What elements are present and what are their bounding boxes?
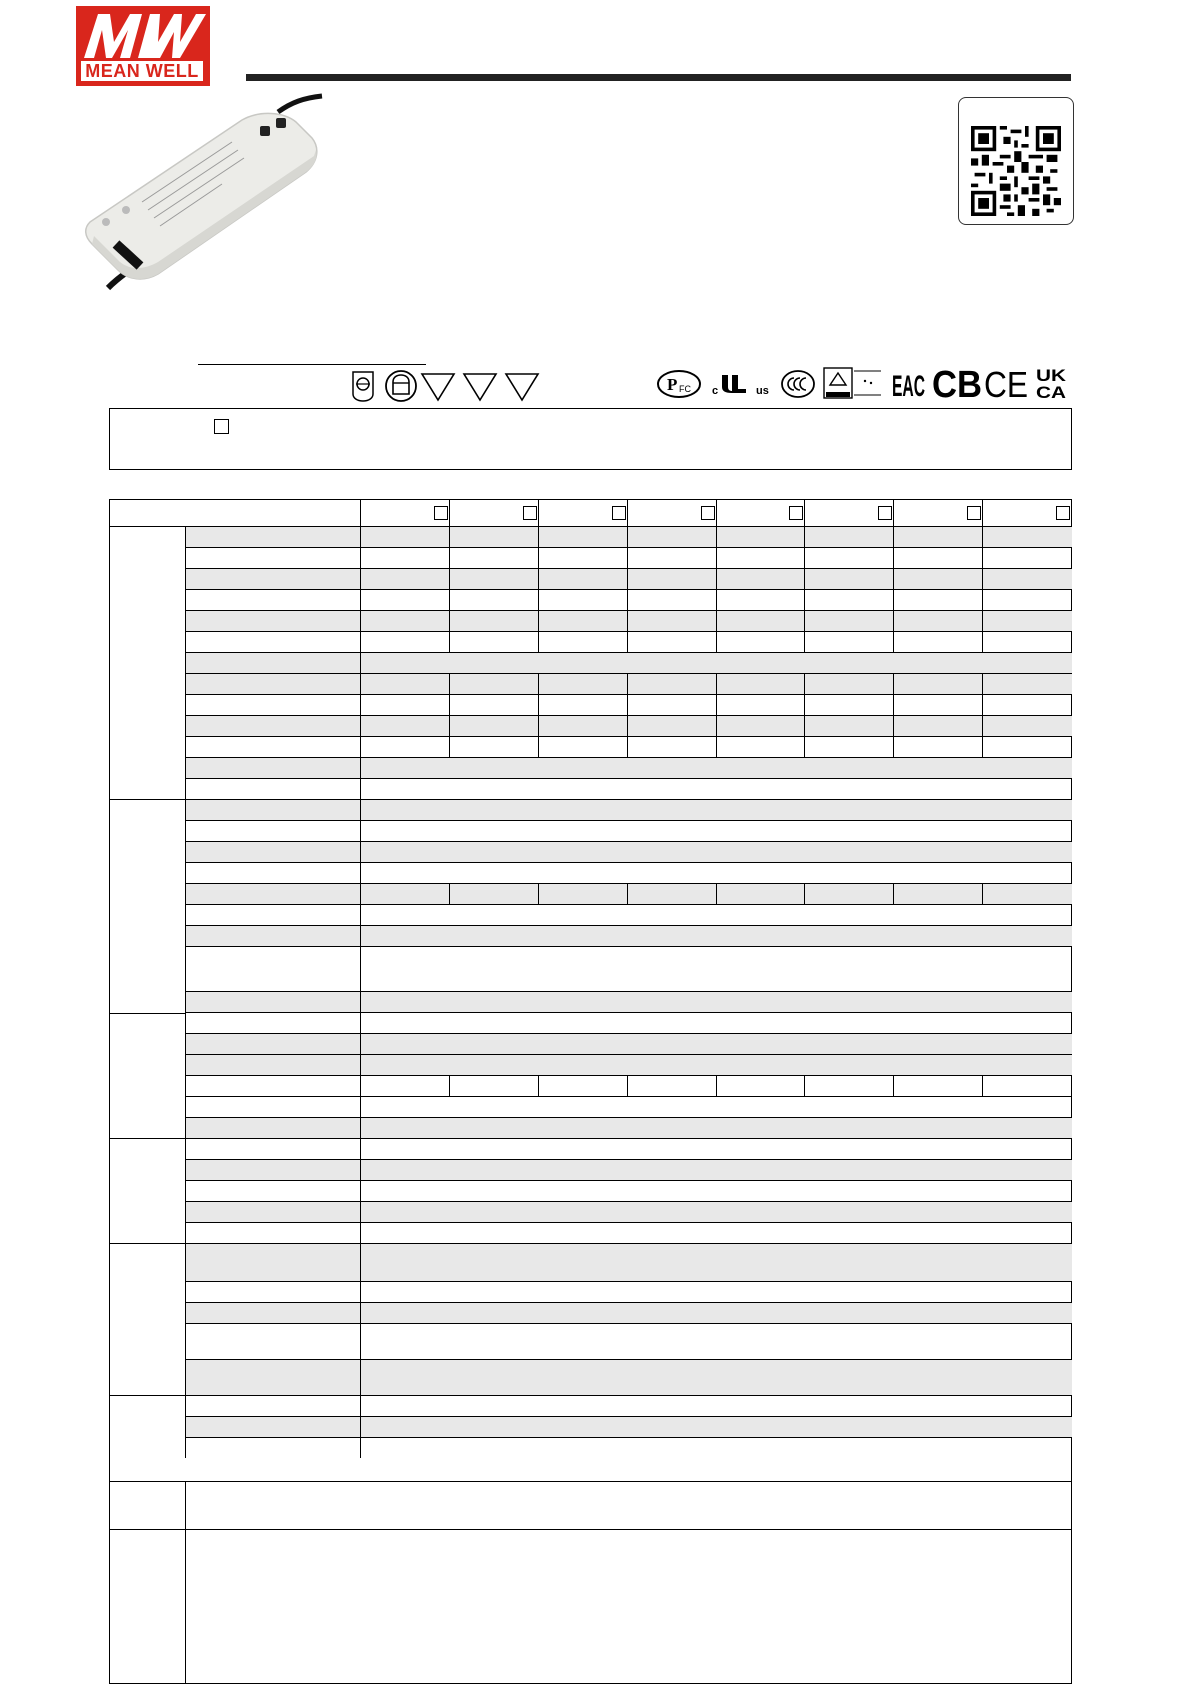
spec-value-cell [450, 527, 539, 547]
spec-value-cell [717, 632, 806, 652]
spec-label-cell [186, 800, 361, 820]
spec-group-cell [110, 1243, 186, 1395]
model-checkbox [612, 506, 626, 520]
spec-value-cell [983, 548, 1072, 568]
spec-value-cell [805, 884, 894, 904]
model-checkbox [967, 506, 981, 520]
spec-value-cell [983, 884, 1072, 904]
spec-row [186, 1075, 1072, 1096]
spec-value-cell [628, 590, 717, 610]
model-checkbox [434, 506, 448, 520]
spec-label-cell [186, 716, 361, 736]
model-checkbox [523, 506, 537, 520]
spec-label-cell [186, 758, 361, 778]
spec-value-cell [805, 737, 894, 757]
spec-group-cell [110, 1138, 186, 1243]
spec-label-cell [186, 1417, 361, 1437]
spec-value-cell [628, 716, 717, 736]
spec-value-cell [539, 1076, 628, 1096]
product-photo [82, 92, 332, 292]
header-label-cell [110, 500, 361, 526]
spec-value-cell [983, 527, 1072, 547]
spec-row [186, 1416, 1072, 1437]
spec-value-cell [894, 611, 983, 631]
spec-value-cell [717, 716, 806, 736]
spec-value-cell [539, 548, 628, 568]
spec-value-cell [539, 674, 628, 694]
spec-value-cell [361, 884, 450, 904]
spec-row [186, 1281, 1072, 1302]
spec-value-cell [539, 884, 628, 904]
notes-divider [185, 1482, 186, 1683]
spec-label-cell [186, 1396, 361, 1416]
spec-value-cell [894, 674, 983, 694]
notes-block [109, 1481, 1072, 1684]
spec-value-cell [361, 695, 450, 715]
spec-label-cell [186, 590, 361, 610]
spec-value-cell [805, 1076, 894, 1096]
spec-value-cell [894, 884, 983, 904]
spec-row [186, 1323, 1072, 1359]
spec-value-cell [361, 590, 450, 610]
spec-label-cell [186, 1013, 361, 1033]
spec-label-cell [186, 1097, 361, 1117]
spec-value-cell [983, 695, 1072, 715]
spec-value-cell [361, 1076, 450, 1096]
spec-label-cell [186, 947, 361, 991]
spec-value-cell [628, 1076, 717, 1096]
spec-value-cell [805, 548, 894, 568]
model-checkbox [701, 506, 715, 520]
spec-value-cell [628, 527, 717, 547]
spec-value-cell [628, 632, 717, 652]
spec-row [186, 1359, 1072, 1395]
spec-value-cell [628, 884, 717, 904]
qr-code-icon [971, 126, 1061, 216]
spec-label-cell [186, 842, 361, 862]
spec-row [186, 1302, 1072, 1323]
spec-row [186, 757, 1072, 778]
spec-value-cell [717, 695, 806, 715]
spec-row [186, 1138, 1072, 1159]
spec-label-cell [186, 569, 361, 589]
spec-row [186, 631, 1072, 652]
spec-row [186, 1395, 1072, 1416]
spec-row [186, 1243, 1072, 1281]
spec-value-cell [805, 611, 894, 631]
spec-value-cell [983, 716, 1072, 736]
spec-value-cell [983, 737, 1072, 757]
spec-label-cell [186, 611, 361, 631]
spec-value-cell [983, 611, 1072, 631]
spec-value-cell [450, 884, 539, 904]
spec-row [186, 925, 1072, 946]
spec-label-cell [186, 779, 361, 799]
spec-value-cell [361, 674, 450, 694]
header-rule [246, 74, 1071, 81]
spec-row [186, 883, 1072, 904]
spec-value-cell [450, 611, 539, 631]
mean-well-logo [76, 6, 210, 86]
spec-label-cell [186, 905, 361, 925]
spec-row [186, 862, 1072, 883]
spec-value-cell [717, 590, 806, 610]
model-checkbox [878, 506, 892, 520]
model-column-header [450, 500, 539, 526]
eac-icon [892, 366, 926, 400]
spec-value-cell [717, 737, 806, 757]
model-checkbox [789, 506, 803, 520]
spec-label-cell [186, 863, 361, 883]
spec-row [186, 1033, 1072, 1054]
ce-icon [984, 366, 1030, 400]
spec-row [186, 694, 1072, 715]
spec-value-cell [450, 1076, 539, 1096]
pse-icon [656, 369, 702, 399]
model-column-header [539, 500, 628, 526]
spec-value-cell [450, 737, 539, 757]
spec-value-cell [717, 884, 806, 904]
spec-row [186, 1437, 1072, 1458]
spec-value-cell [539, 695, 628, 715]
spec-row [186, 589, 1072, 610]
spec-row [186, 736, 1072, 757]
spec-label-cell [186, 1360, 361, 1395]
features-box [109, 408, 1072, 470]
spec-row [186, 652, 1072, 673]
triangle-mark-icon [504, 372, 540, 402]
spec-label-cell [186, 1034, 361, 1054]
spec-row [186, 715, 1072, 736]
spec-group-cell [110, 1395, 186, 1458]
spec-value-cell [450, 569, 539, 589]
spec-label-cell [186, 1303, 361, 1323]
spec-row [186, 526, 1072, 547]
spec-value-cell [983, 1076, 1072, 1096]
feature-checkbox [214, 419, 229, 434]
spec-value-cell [894, 527, 983, 547]
spec-row [186, 610, 1072, 631]
spec-value-cell [717, 569, 806, 589]
model-column-header [894, 500, 983, 526]
spec-value-cell [361, 716, 450, 736]
spec-value-cell [805, 590, 894, 610]
lamp-control-gear-icon [350, 369, 376, 403]
spec-value-cell [539, 527, 628, 547]
spec-row [186, 568, 1072, 589]
spec-label-cell [186, 821, 361, 841]
spec-value-cell [894, 590, 983, 610]
bis-icon [823, 367, 883, 399]
spec-value-cell [894, 695, 983, 715]
spec-label-cell [186, 992, 361, 1012]
spec-value-cell [628, 611, 717, 631]
spec-value-cell [894, 716, 983, 736]
spec-row [186, 547, 1072, 568]
model-column-header [805, 500, 894, 526]
model-checkbox [1056, 506, 1070, 520]
svg-text:CA: CA [1036, 383, 1066, 400]
spec-value-cell [361, 548, 450, 568]
spec-value-cell [539, 716, 628, 736]
spec-value-cell [539, 632, 628, 652]
spec-value-cell [805, 569, 894, 589]
spec-row [186, 778, 1072, 799]
spec-row [186, 673, 1072, 694]
spec-row [186, 1222, 1072, 1243]
spec-row [186, 1054, 1072, 1075]
spec-row [186, 1096, 1072, 1117]
spec-value-cell [894, 569, 983, 589]
spec-label-cell [186, 1223, 361, 1243]
spec-row [186, 1201, 1072, 1222]
spec-value-cell [983, 569, 1072, 589]
spec-label-cell [186, 1139, 361, 1159]
spec-label-cell [186, 1324, 361, 1359]
spec-row [186, 946, 1072, 991]
spec-label-cell [186, 527, 361, 547]
svg-text:c: c [712, 385, 719, 397]
spec-label-cell [186, 653, 361, 673]
spec-group-cell [110, 526, 186, 799]
spec-value-cell [717, 611, 806, 631]
spec-value-cell [628, 548, 717, 568]
ukca-icon [1035, 366, 1067, 400]
spec-label-cell [186, 1076, 361, 1096]
ul-listed-icon [710, 369, 774, 399]
spec-value-cell [805, 716, 894, 736]
spec-value-cell [894, 548, 983, 568]
spec-value-cell [805, 674, 894, 694]
spec-row [186, 841, 1072, 862]
spec-label-cell [186, 548, 361, 568]
spec-row [186, 1012, 1072, 1033]
spec-label-cell [186, 632, 361, 652]
mw-logo-mark-icon [76, 8, 210, 64]
spec-value-cell [539, 590, 628, 610]
spec-value-cell [983, 590, 1072, 610]
spec-value-cell [805, 632, 894, 652]
spec-value-cell [450, 716, 539, 736]
spec-value-cell [894, 1076, 983, 1096]
spec-label-cell [186, 737, 361, 757]
table-header-row [110, 500, 1072, 526]
spec-row [186, 1180, 1072, 1201]
spec-value-cell [539, 611, 628, 631]
specification-table [109, 499, 1072, 1530]
spec-value-cell [805, 527, 894, 547]
spec-label-cell [186, 926, 361, 946]
model-column-header [717, 500, 806, 526]
spec-value-cell [805, 695, 894, 715]
spec-value-cell [628, 737, 717, 757]
spec-label-cell [186, 1160, 361, 1180]
spec-value-cell [717, 548, 806, 568]
svg-text:CB: CB [932, 364, 982, 401]
spec-value-cell [361, 611, 450, 631]
class-ii-icon [384, 369, 418, 403]
model-column-header [983, 500, 1072, 526]
model-name-underline [198, 364, 426, 365]
spec-row [186, 1159, 1072, 1180]
spec-value-cell [539, 737, 628, 757]
model-column-header [361, 500, 450, 526]
spec-label-cell [186, 1118, 361, 1138]
spec-row [186, 1117, 1072, 1138]
spec-label-cell [186, 1202, 361, 1222]
svg-text:us: us [756, 385, 769, 397]
spec-value-cell [450, 695, 539, 715]
spec-value-cell [628, 569, 717, 589]
svg-text:UK: UK [1036, 366, 1067, 385]
spec-value-cell [450, 590, 539, 610]
spec-value-cell [450, 632, 539, 652]
spec-label-cell [186, 695, 361, 715]
triangle-mark-icon [420, 372, 456, 402]
spec-label-cell [186, 1244, 361, 1281]
spec-label-cell [186, 1282, 361, 1302]
ccc-icon [780, 369, 816, 399]
spec-label-cell [186, 674, 361, 694]
spec-row [186, 820, 1072, 841]
svg-text:FC: FC [679, 384, 691, 394]
triangle-mark-icon [462, 372, 498, 402]
spec-row [186, 991, 1072, 1012]
spec-label-cell [186, 1055, 361, 1075]
model-column-header [628, 500, 717, 526]
spec-value-cell [894, 632, 983, 652]
spec-row [186, 904, 1072, 925]
spec-group-cell [110, 799, 186, 1013]
spec-value-cell [717, 674, 806, 694]
spec-value-cell [361, 632, 450, 652]
spec-value-cell [450, 548, 539, 568]
spec-value-cell [894, 737, 983, 757]
spec-value-cell [450, 674, 539, 694]
spec-row [186, 799, 1072, 820]
spec-label-cell [186, 1181, 361, 1201]
spec-value-cell [361, 569, 450, 589]
spec-value-cell [361, 527, 450, 547]
cb-icon [932, 363, 982, 401]
spec-value-cell [983, 632, 1072, 652]
spec-value-cell [628, 674, 717, 694]
spec-value-cell [717, 527, 806, 547]
spec-label-cell [186, 1438, 361, 1458]
spec-label-cell [186, 884, 361, 904]
svg-text:EAC: EAC [892, 370, 925, 400]
spec-value-cell [983, 674, 1072, 694]
spec-value-cell [628, 695, 717, 715]
svg-text:CE: CE [984, 366, 1028, 400]
spec-value-cell [717, 1076, 806, 1096]
spec-value-cell [361, 737, 450, 757]
spec-group-cell [110, 1013, 186, 1138]
spec-value-cell [539, 569, 628, 589]
qr-code-panel [958, 97, 1074, 225]
svg-text:P: P [667, 375, 678, 394]
brand-name: MEAN WELL [81, 61, 203, 81]
